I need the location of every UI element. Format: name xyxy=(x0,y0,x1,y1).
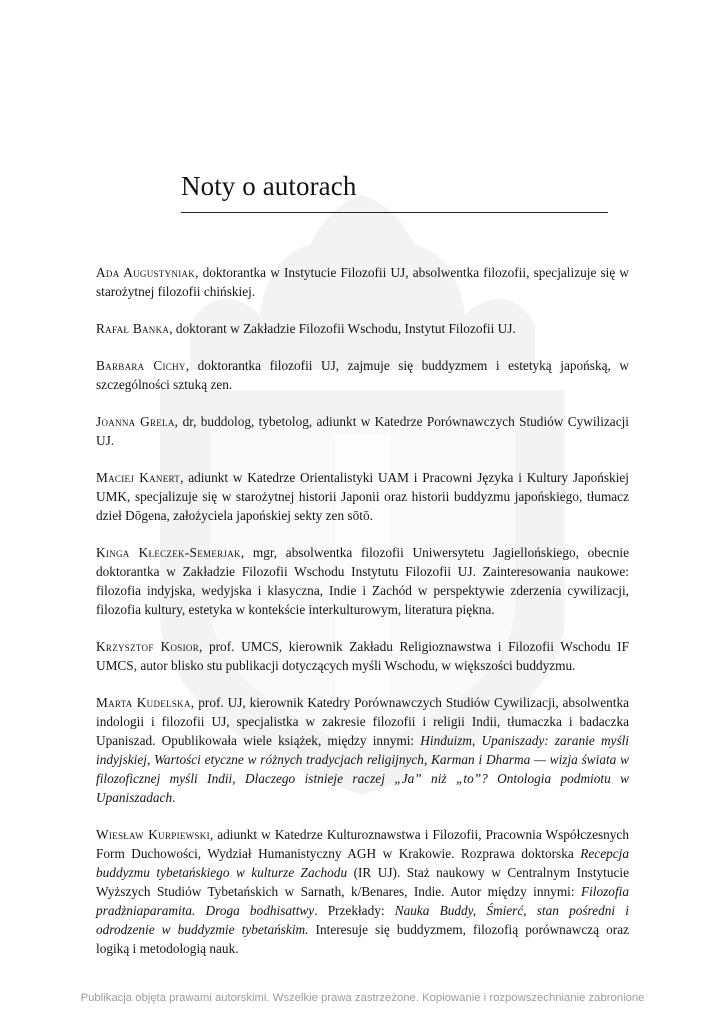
author-name: Barbara Cichy xyxy=(96,358,186,373)
author-name: Ada Augustyniak xyxy=(96,265,196,280)
note-text: dr, buddolog, tybetolog, adiunkt w Katedrze Porównawczych Studiów Cywilizacji UJ. xyxy=(96,414,629,448)
note-text: prof. UJ, kierownik Katedry Porównawczych Studiów Cywilizacji, absolwentka indologii i filozofii UJ, specjalistka w zakresie filozofii i religii Indii, tłumaczka i badaczka Upaniszad. Opublikowała wiele książek, między innymi: xyxy=(96,695,629,748)
author-note xyxy=(96,693,629,807)
author-note xyxy=(96,319,629,338)
note-text: , prof. UMCS, kierownik Zakładu Religioznawstwa i Filozofii Wschodu IF UMCS, autor blisko stu publikacji dotyczących myśli Wschodu, w większości buddyzmu. xyxy=(96,639,629,673)
author-notes-list xyxy=(96,263,629,958)
copyright-footer: Publikacja objęta prawami autorskimi. Wszelkie prawa zastrzeżone. Kopiowanie i rozpowszechnianie zabronione xyxy=(80,992,645,1004)
note-text: , adiunkt w Katedrze Kulturoznawstwa i Filozofii, Pracownia Współczesnych Form Duchowości, Wydział Humanistyczny AGH w Krakowie. Rozprawa doktorska xyxy=(96,827,629,861)
note-text: . xyxy=(172,790,176,805)
author-name: Wiesław Kurpiewski xyxy=(96,827,210,842)
author-name: Marta Kudelska, xyxy=(96,695,195,710)
page-title: Noty o autorach xyxy=(181,171,357,201)
author-note xyxy=(96,825,629,958)
author-name: Maciej Kanert xyxy=(96,470,181,485)
author-note xyxy=(96,637,629,675)
note-text: , doktorant w Zakładzie Filozofii Wschodu, Instytut Filozofii UJ. xyxy=(169,321,516,336)
publication-title: Recepcja buddyzmu tybetańskiego w kulturze Zachodu xyxy=(96,846,629,880)
author-name: Kinga Kłeczek-Semerjak xyxy=(96,545,241,560)
note-text: (IR UJ). Staż naukowy w Centralnym Instytucie Wyższych Studiów Tybetańskich w Sarnath, k/Benares, Indie. Autor między innymi: xyxy=(96,865,630,899)
author-note xyxy=(96,263,629,301)
author-name: Joanna Grela, xyxy=(96,414,179,429)
title-underline xyxy=(181,212,608,213)
publication-title: Filozofia pradżniaparamita. Droga bodhisattwy xyxy=(96,884,629,918)
note-text: , mgr, absolwentka filozofii Uniwersytetu Jagiellońskiego, obecnie doktorantka w Zakładzie Filozofii Wschodu Instytutu Filozofii UJ. Zainteresowania naukowe: filozofia indyjska, wedyjska i klasyczna, Indie i Zachód w perspektywie zderzenia cywilizacji, filozofia kultury, estetyka w kontekście interkulturowym, literatura piękna. xyxy=(96,545,629,617)
publication-title: Upaniszady: zaranie myśli indyjskiej, Wartości etyczne w różnych tradycjach religijnych, Karman i Dharma — wizja świata w filozoficznej myśli Indii, Dlaczego istnieje raczej „Ja” niż „to”? Ontologia podmiotu w Upaniszadach xyxy=(96,733,630,805)
author-name: Rafał Banka xyxy=(96,321,170,336)
author-note xyxy=(96,356,629,394)
author-note xyxy=(96,468,629,525)
note-text: Interesuje się buddyzmem, filozofią porównawczą oraz logiką i metodologią nauk. xyxy=(96,922,629,956)
note-text: , doktorantka w Instytucie Filozofii UJ, absolwentka filozofii, specjalizuje się w starożytnej filozofii chińskiej. xyxy=(96,265,629,299)
author-note xyxy=(96,543,629,619)
note-text: , doktorantka filozofii UJ, zajmuje się buddyzmem i estetyką japońską, w szczególności sztuką zen. xyxy=(96,358,629,392)
note-text: , adiunkt w Katedrze Orientalistyki UAM i Pracowni Języka i Kultury Japońskiej UMK, specjalizuje się w starożytnej historii Japonii oraz historii buddyzmu japońskiego, tłumacz dzieł Dōgena, założyciela japońskiej sekty zen sōtō. xyxy=(96,470,629,523)
publication-title: Nauka Buddy, Śmierć, stan pośredni i odrodzenie w buddyzmie tybetańskim. xyxy=(96,903,629,937)
author-note xyxy=(96,412,629,450)
note-text: , xyxy=(472,733,482,748)
note-text: . Przekłady: xyxy=(314,903,395,918)
author-name: Krzysztof Kosior xyxy=(96,639,199,654)
publication-title: Hinduizm xyxy=(420,733,472,748)
